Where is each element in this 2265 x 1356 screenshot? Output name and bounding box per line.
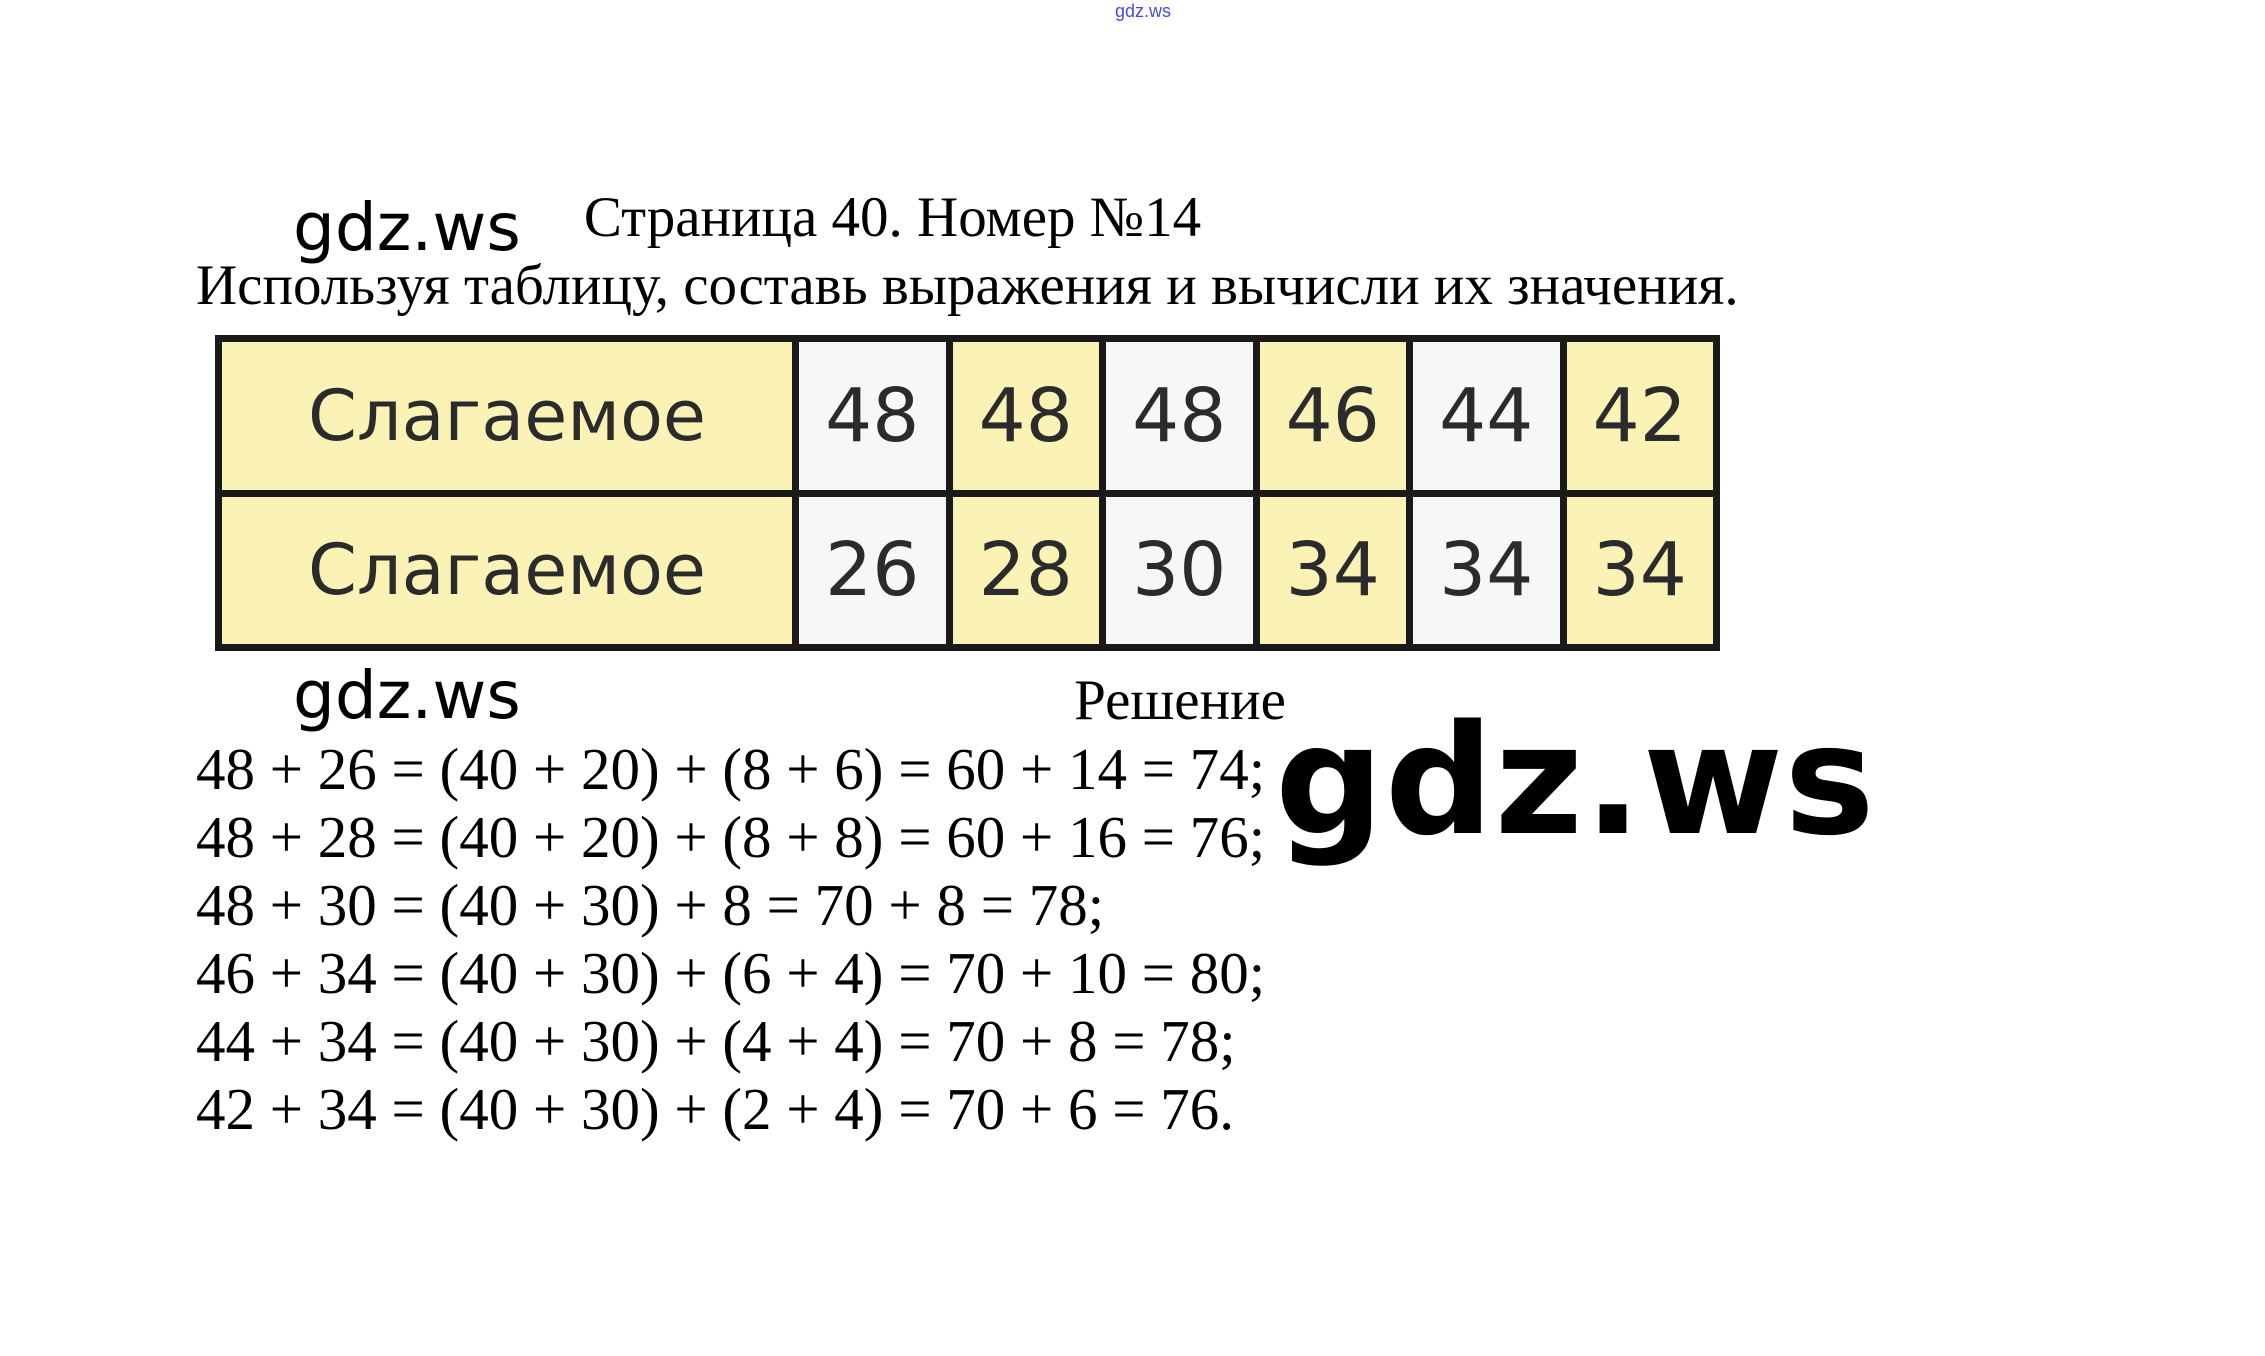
table-cell: 30 [1106,497,1253,645]
watermark: gdz.ws [293,657,521,734]
table-cell: 46 [1260,342,1407,490]
table-cell: 42 [1567,342,1714,490]
table-cell: 44 [1413,342,1560,490]
row-label: Слагаемое [222,342,792,490]
table-cell: 34 [1567,497,1714,645]
table-cell: 34 [1413,497,1560,645]
solution-line: 48 + 30 = (40 + 30) + 8 = 70 + 8 = 78; [196,872,1105,938]
table-cell: 28 [953,497,1100,645]
row-label: Слагаемое [222,497,792,645]
table-cell: 34 [1260,497,1407,645]
table-row [222,497,1713,645]
addends-grid [215,335,1720,651]
watermark-large: gdz.ws [1275,692,1876,869]
solution-block [196,735,1265,1143]
table-cell: 48 [953,342,1100,490]
solution-line: 48 + 26 = (40 + 20) + (8 + 6) = 60 + 14 = 74; [196,736,1266,802]
solution-line: 46 + 34 = (40 + 30) + (6 + 4) = 70 + 10 = 80; [196,940,1266,1006]
addends-table [215,335,1720,651]
table-cell: 48 [799,342,946,490]
solution-line: 48 + 28 = (40 + 20) + (8 + 8) = 60 + 16 = 76; [196,804,1266,870]
table-row [222,342,1713,490]
page-title: Страница 40. Номер №14 [583,186,1202,249]
solution-line: 44 + 34 = (40 + 30) + (4 + 4) = 70 + 8 = 78; [196,1008,1236,1074]
table-cell: 26 [799,497,946,645]
task-statement: Используя таблицу, составь выражения и вычисли их значения. [196,254,1739,317]
watermark: gdz.ws [293,189,521,266]
table-cell: 48 [1106,342,1253,490]
solution-line: 42 + 34 = (40 + 30) + (2 + 4) = 70 + 6 = 76. [196,1076,1235,1142]
solution-heading: Решение [1074,669,1286,732]
top-watermark-link[interactable]: gdz.ws [1115,1,1172,21]
